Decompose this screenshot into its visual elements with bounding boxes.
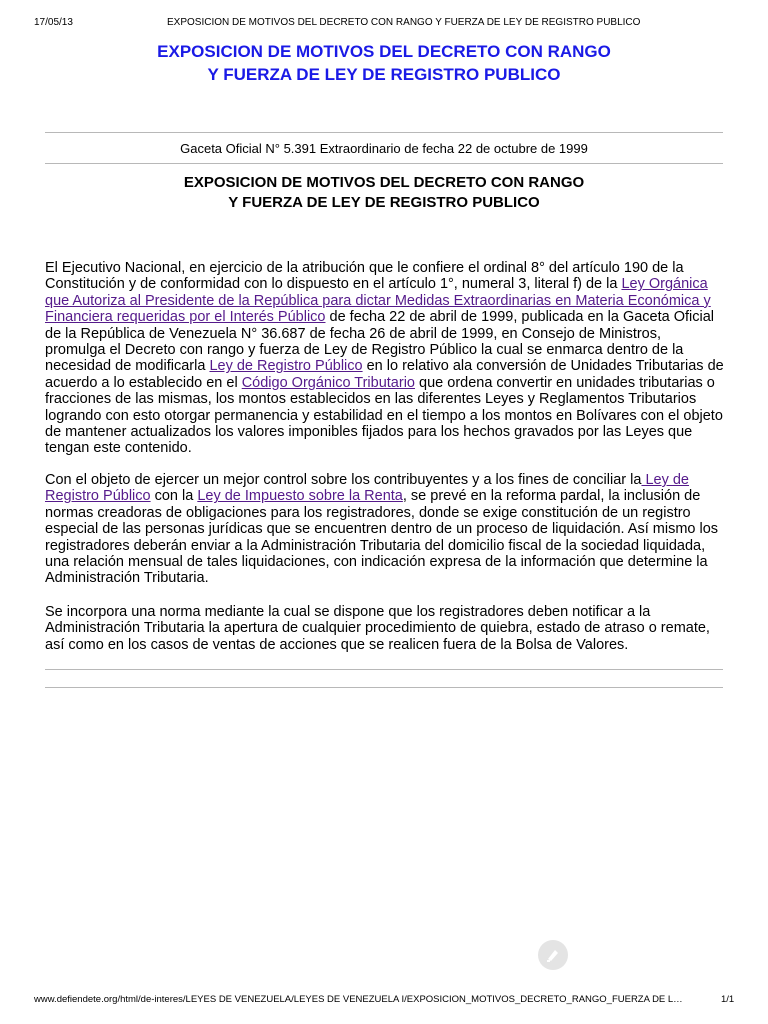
paragraph-1-text-c: en lo relativo ala conversión de Unidades Tributarias de acuerdo a lo establecido en el	[45, 358, 724, 391]
page-title	[0, 40, 768, 86]
divider-bottom-1	[45, 669, 723, 670]
link-ley-registro-publico[interactable]: Ley de Registro Público	[209, 358, 363, 375]
paragraph-2-text-c: , se prevé en la reforma pardal, la inclusión de normas creadoras de obligaciones para los registradores, donde se exige constitución de un registro especial de las personas jurídicas que se encuentren dentro de un proceso de liquidación. Así mismo los registradores deberán enviar a la Administración Tributaria del domicilio fiscal de la sociedad liquidada, una relación mensual de tales liquidaciones, con indicación expresa de la información que determine la Administración Tributaria.	[45, 488, 719, 587]
watermark-logo-icon	[538, 940, 568, 970]
divider-bottom-2	[45, 687, 723, 688]
divider-gaceta	[45, 163, 723, 164]
paragraph-1-text-d: que ordena convertir en unidades tributarias o fracciones de las mismas, los montos establecidos en las diferentes Leyes y Reglamentos Tributarios logrando con esto otorgar permanencia y estabilidad en el tiempo a los montos en Bolívares con el objeto de mantener actualizados los valores imponibles fijados para los hechos gravados por las Leyes que tengan este contenido.	[45, 374, 723, 457]
link-codigo-organico-tributario[interactable]: Código Orgánico Tributario	[241, 374, 415, 391]
paragraph-2-text-b: con la	[150, 488, 198, 505]
link-ley-impuesto-renta[interactable]: Ley de Impuesto sobre la Renta	[197, 488, 403, 505]
gaceta-reference: Gaceta Oficial N° 5.391 Extraordinario de fecha 22 de octubre de 1999	[180, 141, 588, 156]
section-title-line2: Y FUERZA DE LEY DE REGISTRO PUBLICO	[228, 194, 540, 211]
paragraph-2	[45, 472, 725, 587]
paragraph-2-text-a: Con el objeto de ejercer un mejor control sobre los contribuyentes y a los fines de conciliar la	[45, 472, 642, 488]
page-title-line1: EXPOSICION DE MOTIVOS DEL DECRETO CON RANGO	[157, 42, 611, 61]
divider-top	[45, 132, 723, 133]
paragraph-1-text-a: El Ejecutivo Nacional, en ejercicio de la atribución que le confiere el ordinal 8° del artículo 190 de la Constitución y de conformidad con lo dispuesto en el artículo 1°, numeral 3, literal f) de la	[45, 260, 684, 293]
print-header-title: EXPOSICION DE MOTIVOS DEL DECRETO CON RANGO Y FUERZA DE LEY DE REGISTRO PUBLICO	[167, 17, 641, 28]
page-title-line2: Y FUERZA DE LEY DE REGISTRO PUBLICO	[207, 65, 561, 84]
footer-page-number: 1/1	[721, 994, 735, 1005]
paragraph-1	[45, 260, 725, 457]
paragraph-1-text-b: de fecha 22 de abril de 1999, publicada en la Gaceta Oficial de la República de Venezuela N° 36.687 de fecha 26 de abril de 1999, en Consejo de Ministros, promulga el Decreto con rango y fuerza de Ley de Registro Público la cual se enmarca dentro de la necesidad de modificarla	[45, 309, 715, 375]
print-date: 17/05/13	[34, 17, 73, 28]
section-title	[0, 173, 768, 213]
link-ley-registro-publico-2[interactable]: Ley de Registro Público	[45, 472, 690, 505]
section-title-line1: EXPOSICION DE MOTIVOS DEL DECRETO CON RANGO	[183, 174, 585, 191]
link-ley-organica-medidas-extraordinarias[interactable]: Ley Orgánica que Autoriza al Presidente de la República para dictar Medidas Extraordinarias en Materia Económica y Financiera requeridas por el Interés Público	[45, 276, 711, 326]
paragraph-3: Se incorpora una norma mediante la cual se dispone que los registradores deben notificar a la Administración Tributaria la apertura de cualquier procedimiento de quiebra, estado de atraso o remate, así como en los casos de ventas de acciones que se realicen fuera de la Bolsa de Valores.	[45, 604, 710, 653]
footer-url: www.defiendete.org/html/de-interes/LEYES DE VENEZUELA/LEYES DE VENEZUELA I/EXPOSICION_MOTIVOS_DECRETO_RANGO_FUERZA DE L…	[34, 994, 683, 1005]
